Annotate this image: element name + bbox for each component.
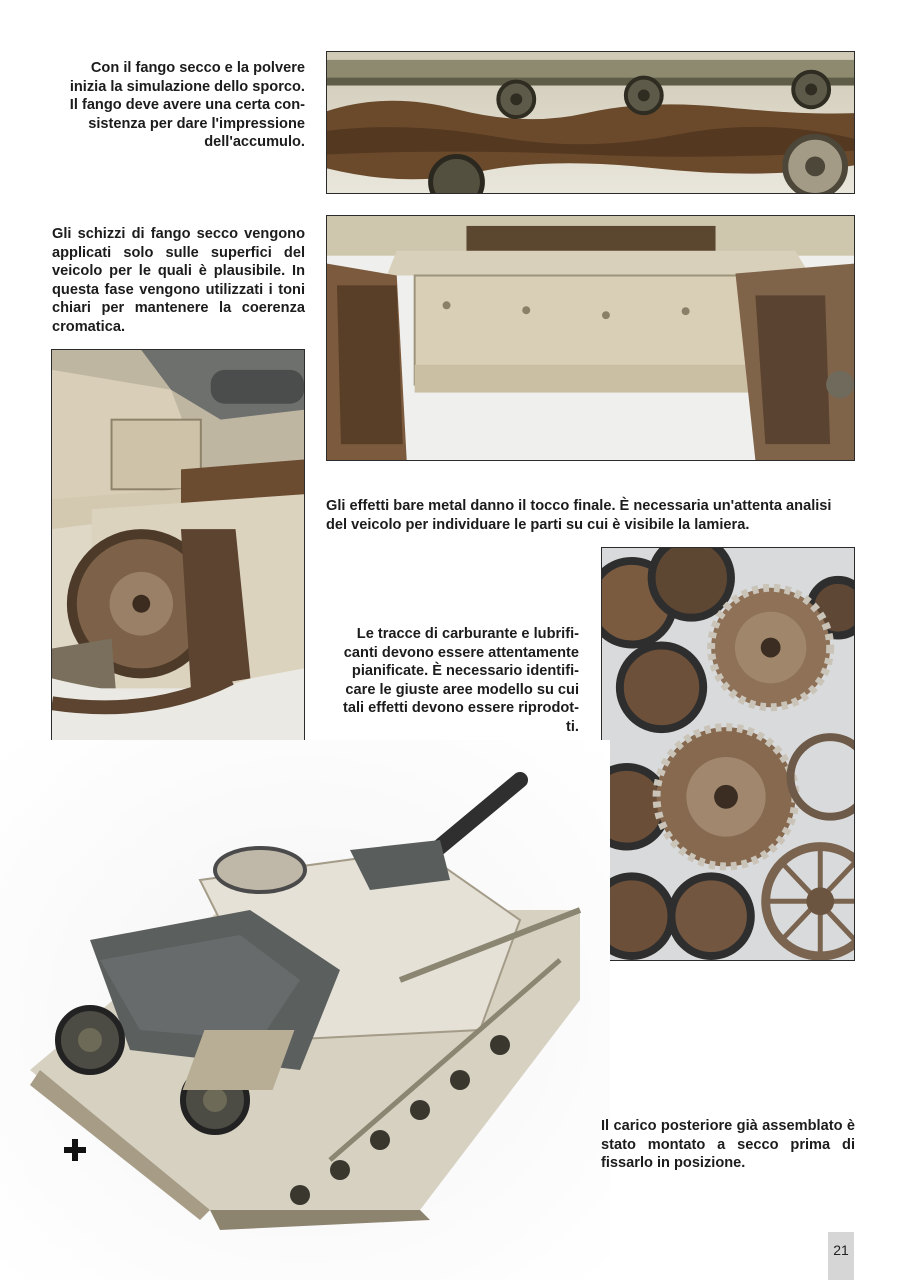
caption-cargo: Il carico posteriore già assemblato è stato montato a secco prima di fissarlo in posizione.: [601, 1118, 855, 1172]
caption-fuel: Le tracce di carburante e lubrifi- canti devono essere attentamente pianificate. È necessario identifi- care le giuste aree modello su cui tali effetti devono essere riprodot- ti.: [343, 626, 579, 735]
photo-assault-gun-model: [0, 740, 610, 1280]
photo-hull-rear-tracks: [326, 215, 855, 461]
page-number: 21: [828, 1232, 854, 1280]
caption-bare-metal: Gli effetti bare metal danno il tocco finale. È necessaria un'attenta analisi del veicolo per individuare le parti su cui è visibile la lamiera.: [326, 498, 832, 533]
photo-muddy-running-gear: [326, 51, 855, 194]
photo-weathered-wheels: [601, 547, 855, 961]
photo-side-sprocket: [51, 349, 305, 758]
caption-splatter: Gli schizzi di fango secco vengono applicati solo sulle superfici del veicolo per le quali è plausibile. In questa fase vengono utilizzati i toni chiari per mantenere la coerenza cromatica.: [52, 226, 305, 335]
caption-mud: Con il fango secco e la polvere inizia la simulazione dello sporco. Il fango deve avere una certa con- sistenza per dare l'impressione dell'accumulo.: [69, 60, 305, 151]
